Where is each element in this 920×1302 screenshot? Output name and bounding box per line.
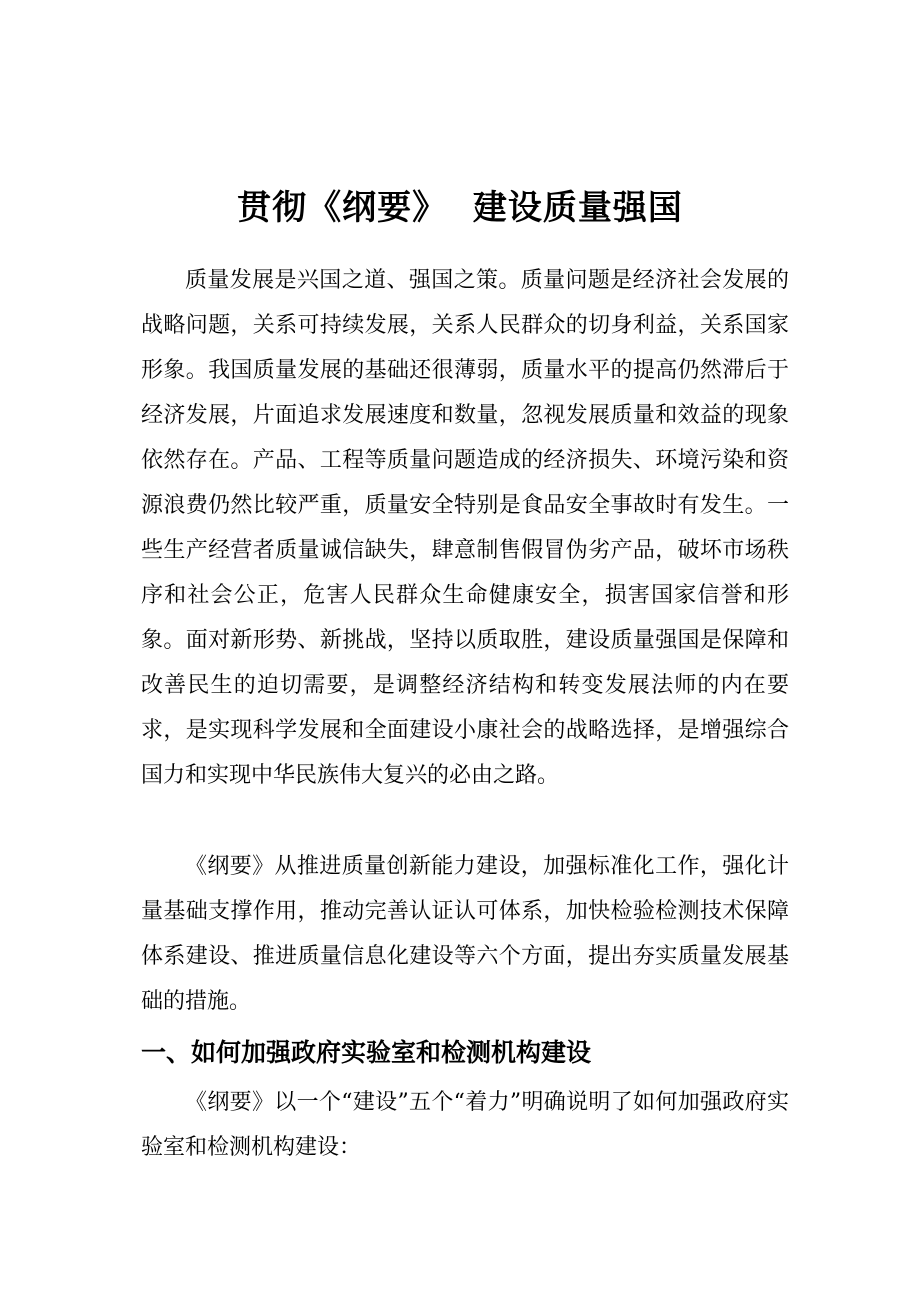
document-title: 贯彻《纲要》 建设质量强国 [237, 187, 683, 228]
intro-paragraph: 质量发展是兴国之道、强国之策。质量问题是经济社会发展的战略问题，关系可持续发展，关系人民群众的切身利益，关系国家形象。我国质量发展的基础还很薄弱，质量水平的提高仍然滞后于经济发展，片面追求发展速度和数量，忽视发展质量和效益的现象依然存在。产品、工程等质量问题造成的经济损失、环境污染和资源浪费仍然比较严重，质量安全特别是食品安全事故时有发生。一些生产经营者质量诚信缺失，肆意制售假冒伪劣产品，破坏市场秩序和社会公正，危害人民群众生命健康安全，损害国家信誉和形象。面对新形势、新挑战，坚持以质取胜，建设质量强国是保障和改善民生的迫切需要，是调整经济结构和转变发展法师的内在要求，是实现科学发展和全面建设小康社会的战略选择，是增强综合国力和实现中华民族伟大复兴的必由之路。 [141, 268, 789, 788]
section-heading: 一、如何加强政府实验室和检测机构建设 [141, 1038, 592, 1067]
outline-paragraph: 《纲要》从推进质量创新能力建设，加强标准化工作，强化计量基础支撑作用，推动完善认证认可体系，加快检验检测技术保障体系建设、推进质量信息化建设等六个方面，提出夯实质量发展基础的措施。 [141, 854, 789, 1014]
section-paragraph: 《纲要》以一个“建设”五个“着力”明确说明了如何加强政府实验室和检测机构建设： [141, 1090, 789, 1160]
